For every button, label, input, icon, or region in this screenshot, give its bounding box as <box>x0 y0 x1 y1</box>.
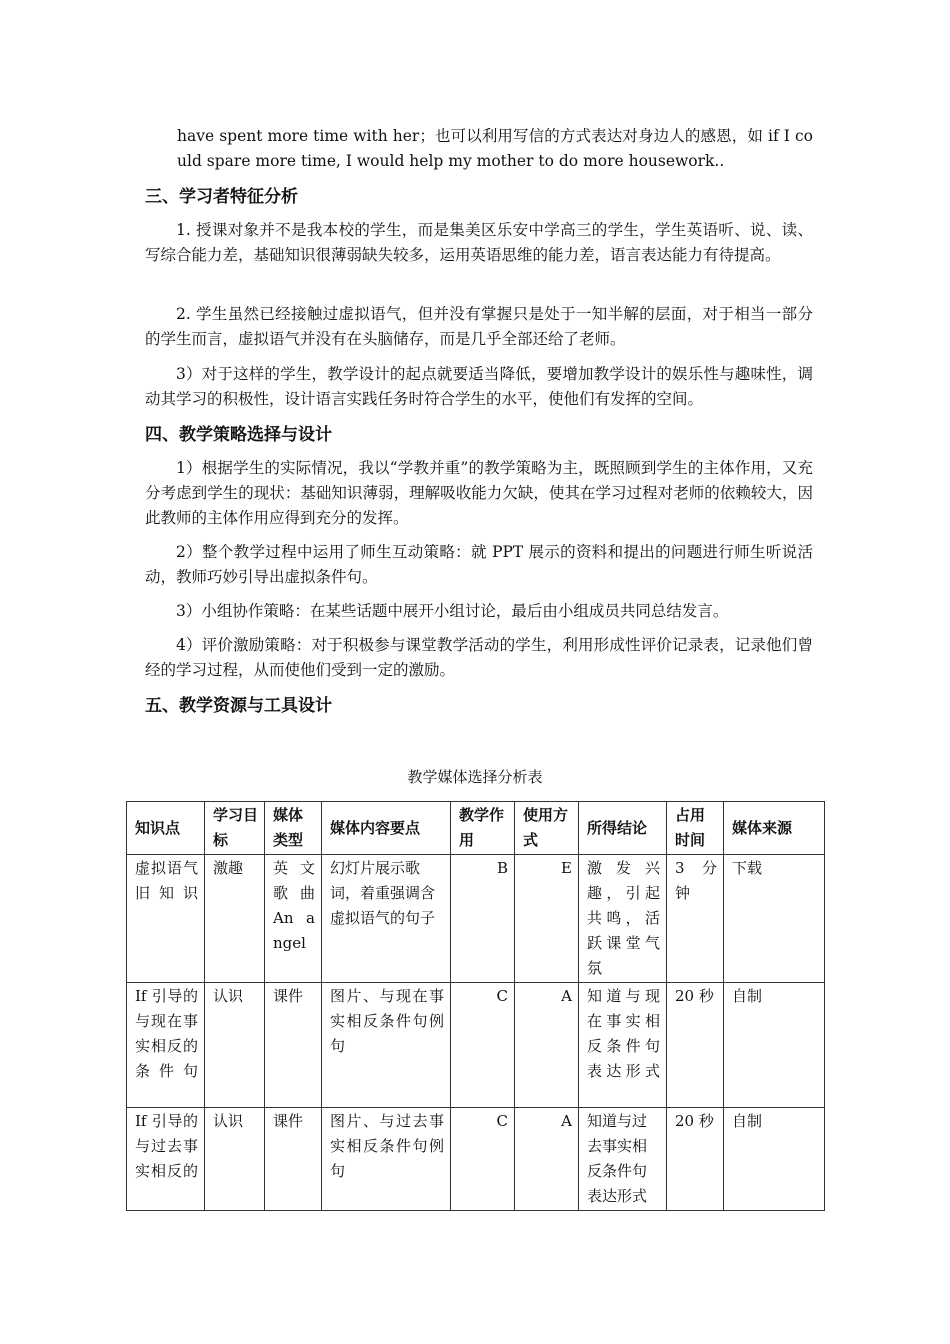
cell-teaching-role: B <box>451 855 515 983</box>
table-row <box>127 983 825 1108</box>
header-usage-method: 使用方式 <box>515 802 579 855</box>
cell-time: 20 秒 <box>667 1108 724 1211</box>
cell-learning-goal: 认识 <box>205 1108 265 1211</box>
header-teaching-role: 教学作用 <box>451 802 515 855</box>
section-3-paragraph-3: 3）对于这样的学生，教学设计的起点就要适当降低，要增加教学设计的娱乐性与趣味性，调动其学习的积极性，设计语言实践任务时符合学生的水平，使他们有发挥的空间。 <box>145 365 813 408</box>
cell-knowledge-point: If 引导的与过去事实相反的 <box>127 1108 205 1211</box>
cell-media-source: 自制 <box>724 983 825 1108</box>
cell-media-source: 下载 <box>724 855 825 983</box>
header-media-type: 媒体类型 <box>265 802 322 855</box>
section-5-heading: 五、教学资源与工具设计 <box>145 696 332 716</box>
header-conclusion: 所得结论 <box>579 802 667 855</box>
header-time: 占用时间 <box>667 802 724 855</box>
cell-teaching-role: C <box>451 983 515 1108</box>
cell-media-content: 图片、与现在事实相反条件句例句 <box>322 983 451 1108</box>
section-4-paragraph-2: 2）整个教学过程中运用了师生互动策略：就 PPT 展示的资料和提出的问题进行师生听说活动，教师巧妙引导出虚拟条件句。 <box>145 543 813 586</box>
cell-knowledge-point: If 引导的与现在事实相反的条件句 <box>127 983 205 1108</box>
cell-usage-method: A <box>515 983 579 1108</box>
header-media-source: 媒体来源 <box>724 802 825 855</box>
cell-learning-goal: 认识 <box>205 983 265 1108</box>
section-3-heading: 三、学习者特征分析 <box>145 187 298 207</box>
cell-time: 20 秒 <box>667 983 724 1108</box>
cell-time: 3 分钟 <box>667 855 724 983</box>
header-knowledge-point: 知识点 <box>127 802 205 855</box>
table-row <box>127 1108 825 1211</box>
section-4-paragraph-4: 4）评价激励策略：对于积极参与课堂教学活动的学生，利用形成性评价记录表，记录他们曾经的学习过程，从而使他们受到一定的激励。 <box>145 636 813 679</box>
table-row <box>127 855 825 983</box>
cell-learning-goal: 激趣 <box>205 855 265 983</box>
section-3-paragraph-2: 2. 学生虽然已经接触过虚拟语气，但并没有掌握只是处于一知半解的层面，对于相当一部分的学生而言，虚拟语气并没有在头脑储存，而是几乎全部还给了老师。 <box>145 305 813 348</box>
header-learning-goal: 学习目标 <box>205 802 265 855</box>
cell-media-content: 幻灯片展示歌词，着重强调含虚拟语气的句子 <box>322 855 451 983</box>
section-4-paragraph-1: 1）根据学生的实际情况，我以“学教并重”的教学策略为主，既照顾到学生的主体作用，又充分考虑到学生的现状：基础知识薄弱，理解吸收能力欠缺，使其在学习过程对老师的依赖较大，因此教师的主体作用应得到充分的发挥。 <box>145 459 813 527</box>
cell-usage-method: E <box>515 855 579 983</box>
intro-continuation: have spent more time with her；也可以利用写信的方式表达对身边人的感恩，如 if I could spare more time, I would help my mother to do more housework.. <box>177 127 813 170</box>
section-3-paragraph-1: 1. 授课对象并不是我本校的学生，而是集美区乐安中学高三的学生，学生英语听、说、读、写综合能力差，基础知识很薄弱缺失较多，运用英语思维的能力差，语言表达能力有待提高。 <box>145 221 813 264</box>
cell-media-type: 课件 <box>265 1108 322 1211</box>
section-4-heading: 四、教学策略选择与设计 <box>145 425 332 445</box>
table-header-row <box>127 802 825 855</box>
media-analysis-table <box>126 801 825 1211</box>
cell-conclusion: 激发兴趣，引起共鸣，活跃课堂气氛 <box>579 855 667 983</box>
cell-usage-method: A <box>515 1108 579 1211</box>
table-caption: 教学媒体选择分析表 <box>407 768 543 786</box>
cell-teaching-role: C <box>451 1108 515 1211</box>
cell-conclusion: 知道与过去事实相反条件句表达形式 <box>579 1108 667 1211</box>
cell-knowledge-point: 虚拟语气旧知识 <box>127 855 205 983</box>
header-media-content: 媒体内容要点 <box>322 802 451 855</box>
section-4-paragraph-3: 3）小组协作策略：在某些话题中展开小组讨论，最后由小组成员共同总结发言。 <box>176 602 729 620</box>
cell-media-type: 课件 <box>265 983 322 1108</box>
cell-conclusion: 知道与现在事实相反条件句表达形式 <box>579 983 667 1108</box>
cell-media-source: 自制 <box>724 1108 825 1211</box>
cell-media-type: 英文歌曲 An angel <box>265 855 322 983</box>
cell-media-content: 图片、与过去事实相反条件句例句 <box>322 1108 451 1211</box>
